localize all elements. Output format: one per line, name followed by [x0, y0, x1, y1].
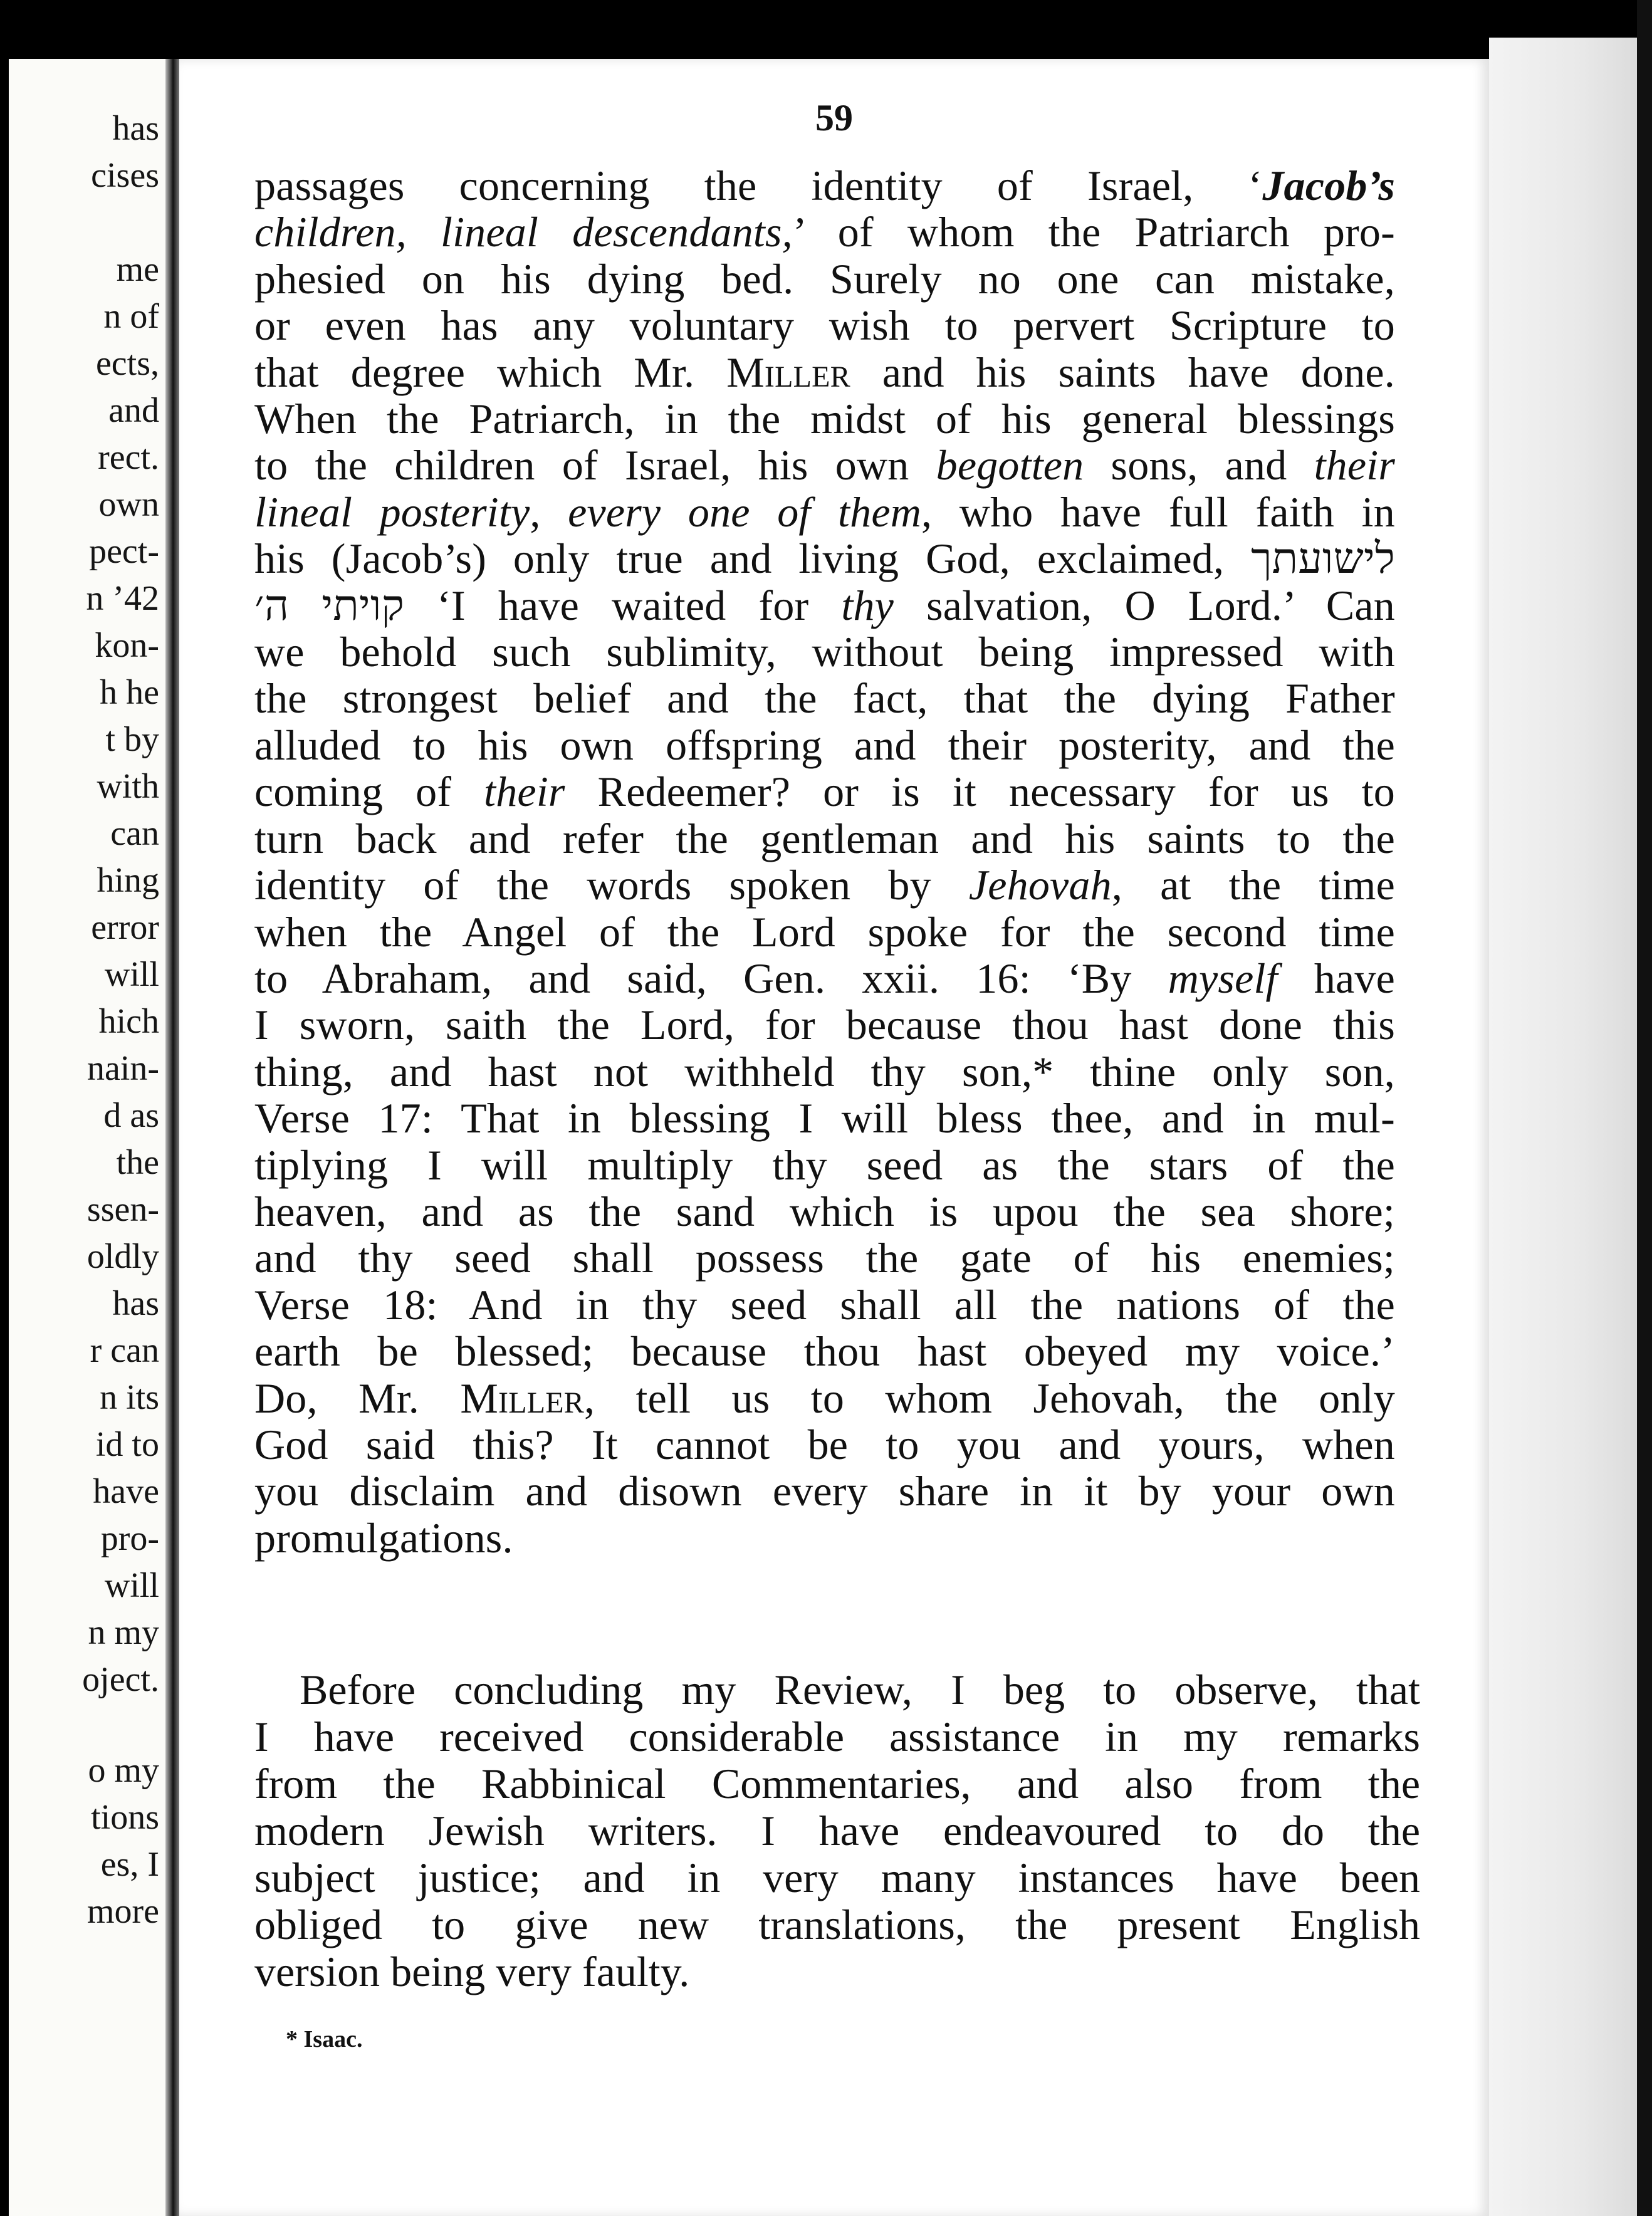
text-line: promulgations.	[254, 1513, 513, 1562]
page-edge-strip	[1489, 38, 1637, 2216]
text-line: version being very faulty.	[254, 1948, 690, 1995]
facing-line-ending: es, I	[100, 1845, 159, 1884]
facing-line-ending: cises	[91, 156, 159, 195]
text-line: when the Angel of the Lord spoke for the second time	[254, 907, 1395, 956]
facing-line-ending: the	[116, 1143, 159, 1182]
facing-line-ending: d as	[103, 1096, 159, 1135]
facing-line-ending: h he	[100, 673, 159, 712]
facing-line-ending: me	[116, 250, 159, 289]
facing-line-ending: with	[97, 767, 159, 806]
text-line: subject justice; and in very many instances have been	[254, 1854, 1420, 1901]
facing-line-ending: more	[86, 1892, 159, 1931]
text-line: Before concluding my Review, I beg to observe, that	[300, 1666, 1420, 1713]
text-line: I have received considerable assistance in my remarks	[254, 1713, 1420, 1760]
facing-line-ending: hing	[97, 861, 159, 900]
facing-line-ending: ects,	[95, 344, 159, 383]
facing-line-ending: oldly	[86, 1237, 159, 1276]
facing-line-ending: and	[108, 391, 159, 430]
book-gutter	[165, 38, 179, 2216]
facing-line-ending: t by	[105, 720, 159, 759]
text-line: alluded to his own offspring and their posterity, and the	[254, 721, 1395, 769]
facing-line-ending: tions	[91, 1798, 159, 1837]
text-line: we behold such sublimity, without being impressed with	[254, 628, 1395, 676]
facing-line-ending: have	[93, 1472, 159, 1511]
scan-border-right	[1637, 0, 1652, 2216]
facing-line-ending: id to	[95, 1425, 159, 1464]
text-line: from the Rabbinical Commentaries, and also from the	[254, 1760, 1420, 1807]
text-line: tiplying I will multiply thy seed as the stars of the	[254, 1141, 1395, 1189]
text-line: I sworn, saith the Lord, for because thou hast done this	[254, 1001, 1395, 1049]
text-line: lineal posterity, every one of them, who have full faith in	[254, 488, 1395, 536]
text-line: to Abraham, and said, Gen. xxii. 16: ‘By myself have	[254, 954, 1395, 1002]
facing-line-ending: error	[91, 908, 159, 947]
facing-line-ending: n its	[100, 1378, 159, 1417]
text-line: his (Jacob’s) only true and living God, exclaimed, לישועתך	[254, 535, 1395, 583]
facing-line-ending: has	[112, 1284, 159, 1323]
facing-line-ending: n my	[88, 1613, 159, 1652]
facing-line-ending: own	[98, 485, 159, 524]
facing-line-ending: pro-	[100, 1519, 159, 1558]
facing-line-ending: nain-	[86, 1049, 159, 1088]
text-line: phesied on his dying bed. Surely no one can mistake,	[254, 254, 1395, 303]
text-line: or even has any voluntary wish to pervert Scripture to	[254, 301, 1395, 350]
text-line: passages concerning the identity of Israel, ‘Jacob’s	[254, 162, 1395, 209]
text-line: identity of the words spoken by Jehovah, at the time	[254, 861, 1396, 909]
text-line: you disclaim and disown every share in it by your own	[254, 1467, 1395, 1515]
text-line: Verse 17: That in blessing I will bless thee, and in mul-	[254, 1094, 1395, 1142]
facing-line-ending: n of	[103, 297, 159, 336]
scan-top-band	[9, 38, 1494, 59]
facing-line-ending: ssen-	[86, 1190, 159, 1229]
facing-line-ending: will	[104, 1566, 159, 1605]
facing-line-ending: has	[112, 109, 159, 148]
footnote: * Isaac.	[286, 2026, 363, 2052]
text-line: earth be blessed; because thou hast obeyed my voice.’	[254, 1327, 1395, 1376]
text-line: Verse 18: And in thy seed shall all the nations of the	[254, 1280, 1395, 1329]
text-line: turn back and refer the gentleman and his saints to the	[254, 814, 1395, 862]
text-line: קויתי ה׳ ‘I have waited for thy salvation, O Lord.’ Can	[254, 581, 1396, 629]
text-line: obliged to give new translations, the present English	[254, 1901, 1420, 1948]
facing-line-ending: r can	[90, 1331, 159, 1370]
text-line: that degree which Mr. Miller and his saints have done.	[254, 348, 1395, 396]
text-line: the strongest belief and the fact, that the dying Father	[254, 674, 1395, 723]
facing-line-ending: will	[104, 955, 159, 994]
text-line: God said this? It cannot be to you and yours, when	[254, 1420, 1395, 1468]
scan-border-top	[0, 0, 1652, 38]
text-line: heaven, and as the sand which is upou the sea shore;	[254, 1187, 1395, 1235]
paragraph-1	[254, 162, 1395, 1561]
paragraph-2	[254, 1666, 1420, 1995]
facing-line-ending: o my	[88, 1751, 159, 1790]
text-line: children, lineal descendants,’ of whom the Patriarch pro-	[254, 208, 1395, 256]
text-line: and thy seed shall possess the gate of his enemies;	[254, 1234, 1395, 1282]
text-line: Do, Mr. Miller, tell us to whom Jehovah, the only	[254, 1374, 1395, 1422]
text-line: thing, and hast not withheld thy son,* thine only son,	[254, 1047, 1395, 1095]
text-line: to the children of Israel, his own begotten sons, and their	[254, 441, 1396, 489]
scan-border-left	[0, 0, 9, 2216]
facing-line-ending: oject.	[82, 1660, 159, 1699]
facing-line-ending: rect.	[98, 438, 159, 477]
facing-line-ending: can	[110, 814, 159, 853]
facing-line-ending: kon-	[95, 626, 159, 665]
facing-line-ending: n ’42	[86, 579, 159, 618]
facing-line-ending: hich	[98, 1002, 159, 1041]
facing-page-fragment	[9, 38, 165, 2216]
book-page	[179, 59, 1489, 2216]
text-line: When the Patriarch, in the midst of his general blessings	[254, 395, 1395, 443]
page-number: 59	[815, 97, 853, 138]
text-line: modern Jewish writers. I have endeavoured to do the	[254, 1807, 1420, 1854]
facing-line-ending: pect-	[89, 532, 159, 571]
text-line: coming of their Redeemer? or is it necessary for us to	[254, 768, 1395, 816]
